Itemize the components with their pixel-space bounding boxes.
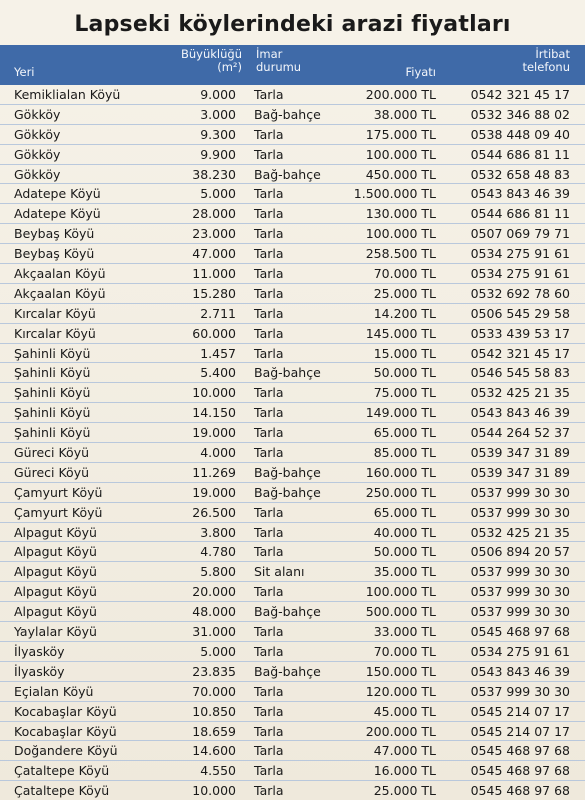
cell-imar: Bağ-bahçe <box>254 484 321 500</box>
cell-imar: Tarla <box>254 206 284 222</box>
table-row <box>0 622 585 642</box>
table-header <box>0 45 585 85</box>
cell-buyukluk: 2.711 <box>200 305 236 321</box>
cell-fiyat: 1.500.000 TL <box>353 186 436 202</box>
table-row <box>0 483 585 503</box>
cell-imar: Tarla <box>254 783 284 799</box>
table-row <box>0 682 585 702</box>
cell-telefon: 0537 999 30 30 <box>470 584 570 600</box>
cell-yeri: Kırcalar Köyü <box>14 325 96 341</box>
cell-yeri: Alpagut Köyü <box>14 524 97 540</box>
table-row <box>0 503 585 523</box>
cell-fiyat: 16.000 TL <box>373 763 436 779</box>
cell-telefon: 0532 692 78 60 <box>470 285 570 301</box>
cell-fiyat: 50.000 TL <box>373 544 436 560</box>
cell-yeri: İlyasköy <box>14 663 65 679</box>
cell-telefon: 0537 999 30 30 <box>470 683 570 699</box>
cell-buyukluk: 15.280 <box>192 285 236 301</box>
table-row <box>0 443 585 463</box>
table-row <box>0 403 585 423</box>
cell-buyukluk: 4.000 <box>200 445 236 461</box>
cell-yeri: Gökköy <box>14 106 61 122</box>
cell-fiyat: 65.000 TL <box>373 504 436 520</box>
cell-imar: Tarla <box>254 285 284 301</box>
cell-telefon: 0539 347 31 89 <box>470 464 570 480</box>
cell-yeri: Akçaalan Köyü <box>14 285 106 301</box>
cell-fiyat: 145.000 TL <box>365 325 436 341</box>
cell-imar: Tarla <box>254 763 284 779</box>
header-fiyat: Fiyatı <box>405 65 436 79</box>
cell-fiyat: 38.000 TL <box>373 106 436 122</box>
table-row <box>0 145 585 165</box>
table-row <box>0 125 585 145</box>
table-row <box>0 602 585 622</box>
cell-fiyat: 50.000 TL <box>373 365 436 381</box>
cell-yeri: Adatepe Köyü <box>14 186 101 202</box>
cell-yeri: Güreci Köyü <box>14 464 90 480</box>
cell-yeri: Akçaalan Köyü <box>14 266 106 282</box>
table-row <box>0 781 585 800</box>
table-row <box>0 224 585 244</box>
cell-imar: Bağ-bahçe <box>254 663 321 679</box>
cell-telefon: 0506 894 20 57 <box>470 544 570 560</box>
cell-imar: Tarla <box>254 584 284 600</box>
cell-yeri: Alpagut Köyü <box>14 544 97 560</box>
cell-imar: Tarla <box>254 246 284 262</box>
table-row <box>0 383 585 403</box>
table-row <box>0 204 585 224</box>
cell-yeri: İlyasköy <box>14 643 65 659</box>
cell-imar: Tarla <box>254 126 284 142</box>
cell-telefon: 0532 346 88 02 <box>470 106 570 122</box>
cell-buyukluk: 26.500 <box>192 504 236 520</box>
table-row <box>0 582 585 602</box>
cell-imar: Tarla <box>254 266 284 282</box>
cell-buyukluk: 14.150 <box>192 405 236 421</box>
cell-telefon: 0532 425 21 35 <box>470 385 570 401</box>
cell-buyukluk: 19.000 <box>192 425 236 441</box>
cell-fiyat: 150.000 TL <box>365 663 436 679</box>
cell-imar: Tarla <box>254 146 284 162</box>
cell-imar: Tarla <box>254 186 284 202</box>
cell-imar: Tarla <box>254 703 284 719</box>
cell-fiyat: 45.000 TL <box>373 703 436 719</box>
table-row <box>0 562 585 582</box>
cell-telefon: 0537 999 30 30 <box>470 604 570 620</box>
cell-buyukluk: 11.269 <box>192 464 236 480</box>
cell-buyukluk: 60.000 <box>192 325 236 341</box>
cell-buyukluk: 3.800 <box>200 524 236 540</box>
cell-telefon: 0533 439 53 17 <box>470 325 570 341</box>
cell-telefon: 0544 686 81 11 <box>470 206 570 222</box>
cell-yeri: Çataltepe Köyü <box>14 763 110 779</box>
cell-buyukluk: 10.000 <box>192 385 236 401</box>
cell-telefon: 0534 275 91 61 <box>470 643 570 659</box>
cell-imar: Bağ-bahçe <box>254 166 321 182</box>
table-row <box>0 463 585 483</box>
cell-telefon: 0534 275 91 61 <box>470 246 570 262</box>
cell-telefon: 0545 468 97 68 <box>470 743 570 759</box>
cell-telefon: 0543 843 46 39 <box>470 186 570 202</box>
table-row <box>0 344 585 364</box>
cell-buyukluk: 10.850 <box>192 703 236 719</box>
cell-yeri: Şahinli Köyü <box>14 365 91 381</box>
page-title: Lapseki köylerindeki arazi fiyatları <box>74 12 511 37</box>
cell-yeri: Çamyurt Köyü <box>14 504 103 520</box>
cell-fiyat: 258.500 TL <box>365 246 436 262</box>
cell-buyukluk: 5.000 <box>200 186 236 202</box>
table-row <box>0 284 585 304</box>
cell-imar: Tarla <box>254 723 284 739</box>
cell-buyukluk: 14.600 <box>192 743 236 759</box>
cell-imar: Tarla <box>254 305 284 321</box>
cell-fiyat: 160.000 TL <box>365 464 436 480</box>
cell-fiyat: 200.000 TL <box>365 723 436 739</box>
cell-fiyat: 149.000 TL <box>365 405 436 421</box>
table-row <box>0 662 585 682</box>
cell-buyukluk: 9.300 <box>200 126 236 142</box>
cell-buyukluk: 5.800 <box>200 564 236 580</box>
cell-fiyat: 450.000 TL <box>365 166 436 182</box>
cell-telefon: 0537 999 30 30 <box>470 564 570 580</box>
cell-yeri: Şahinli Köyü <box>14 405 91 421</box>
cell-yeri: Gökköy <box>14 126 61 142</box>
cell-fiyat: 47.000 TL <box>373 743 436 759</box>
cell-imar: Tarla <box>254 87 284 102</box>
cell-imar: Tarla <box>254 683 284 699</box>
cell-telefon: 0507 069 79 71 <box>470 226 570 242</box>
table-row <box>0 165 585 185</box>
table-row <box>0 264 585 284</box>
cell-fiyat: 65.000 TL <box>373 425 436 441</box>
cell-telefon: 0534 275 91 61 <box>470 266 570 282</box>
cell-fiyat: 250.000 TL <box>365 484 436 500</box>
cell-telefon: 0544 264 52 37 <box>470 425 570 441</box>
cell-fiyat: 70.000 TL <box>373 266 436 282</box>
cell-buyukluk: 31.000 <box>192 624 236 640</box>
cell-fiyat: 70.000 TL <box>373 643 436 659</box>
table-row <box>0 722 585 742</box>
cell-imar: Tarla <box>254 325 284 341</box>
header-imar-line2: durumu <box>256 60 302 74</box>
cell-imar: Tarla <box>254 445 284 461</box>
cell-yeri: Gökköy <box>14 146 61 162</box>
cell-fiyat: 40.000 TL <box>373 524 436 540</box>
cell-buyukluk: 23.835 <box>192 663 236 679</box>
cell-yeri: Şahinli Köyü <box>14 345 91 361</box>
header-irtibat-line2: telefonu <box>522 60 570 74</box>
cell-yeri: Çamyurt Köyü <box>14 484 103 500</box>
cell-imar: Tarla <box>254 345 284 361</box>
header-buyukluk <box>160 48 242 74</box>
cell-telefon: 0543 843 46 39 <box>470 663 570 679</box>
cell-imar: Bağ-bahçe <box>254 604 321 620</box>
table-row <box>0 184 585 204</box>
table-row <box>0 324 585 344</box>
cell-imar: Bağ-bahçe <box>254 106 321 122</box>
cell-telefon: 0506 545 29 58 <box>470 305 570 321</box>
cell-buyukluk: 5.400 <box>200 365 236 381</box>
cell-imar: Tarla <box>254 226 284 242</box>
cell-buyukluk: 19.000 <box>192 484 236 500</box>
cell-yeri: Şahinli Köyü <box>14 425 91 441</box>
cell-yeri: Adatepe Köyü <box>14 206 101 222</box>
cell-yeri: Yaylalar Köyü <box>14 624 97 640</box>
cell-imar: Tarla <box>254 385 284 401</box>
cell-telefon: 0538 448 09 40 <box>470 126 570 142</box>
cell-yeri: Kocabaşlar Köyü <box>14 703 117 719</box>
cell-telefon: 0545 214 07 17 <box>470 723 570 739</box>
cell-fiyat: 200.000 TL <box>365 87 436 102</box>
cell-buyukluk: 70.000 <box>192 683 236 699</box>
cell-imar: Tarla <box>254 544 284 560</box>
cell-telefon: 0545 214 07 17 <box>470 703 570 719</box>
cell-fiyat: 33.000 TL <box>373 624 436 640</box>
cell-imar: Tarla <box>254 524 284 540</box>
cell-yeri: Doğandere Köyü <box>14 743 118 759</box>
header-imar-line1: İmar <box>256 47 283 61</box>
cell-yeri: Alpagut Köyü <box>14 604 97 620</box>
table-row <box>0 642 585 662</box>
cell-fiyat: 15.000 TL <box>373 345 436 361</box>
table-body <box>0 85 585 800</box>
cell-telefon: 0532 658 48 83 <box>470 166 570 182</box>
cell-imar: Tarla <box>254 624 284 640</box>
cell-telefon: 0544 686 81 11 <box>470 146 570 162</box>
cell-buyukluk: 4.550 <box>200 763 236 779</box>
table-row <box>0 85 585 105</box>
cell-imar: Bağ-bahçe <box>254 464 321 480</box>
cell-imar: Tarla <box>254 504 284 520</box>
cell-fiyat: 35.000 TL <box>373 564 436 580</box>
cell-yeri: Çataltepe Köyü <box>14 783 110 799</box>
cell-yeri: Beybaş Köyü <box>14 246 95 262</box>
cell-buyukluk: 23.000 <box>192 226 236 242</box>
header-irtibat-line1: İrtibat <box>535 47 570 61</box>
cell-fiyat: 175.000 TL <box>365 126 436 142</box>
cell-fiyat: 100.000 TL <box>365 584 436 600</box>
cell-telefon: 0545 468 97 68 <box>470 624 570 640</box>
table-row <box>0 244 585 264</box>
table-row <box>0 542 585 562</box>
table-row <box>0 523 585 543</box>
table-row <box>0 423 585 443</box>
cell-telefon: 0537 999 30 30 <box>470 504 570 520</box>
cell-telefon: 0545 468 97 68 <box>470 783 570 799</box>
cell-imar: Tarla <box>254 743 284 759</box>
cell-yeri: Güreci Köyü <box>14 445 90 461</box>
cell-buyukluk: 9.900 <box>200 146 236 162</box>
cell-imar: Bağ-bahçe <box>254 365 321 381</box>
cell-fiyat: 130.000 TL <box>365 206 436 222</box>
cell-yeri: Eçialan Köyü <box>14 683 94 699</box>
cell-buyukluk: 11.000 <box>192 266 236 282</box>
cell-telefon: 0532 425 21 35 <box>470 524 570 540</box>
cell-buyukluk: 4.780 <box>200 544 236 560</box>
header-buyukluk-line1: Büyüklüğü <box>180 47 242 61</box>
cell-yeri: Alpagut Köyü <box>14 584 97 600</box>
table-row <box>0 761 585 781</box>
cell-telefon: 0545 468 97 68 <box>470 763 570 779</box>
header-imar <box>256 48 301 74</box>
table-row <box>0 304 585 324</box>
cell-fiyat: 120.000 TL <box>365 683 436 699</box>
cell-telefon: 0537 999 30 30 <box>470 484 570 500</box>
cell-buyukluk: 10.000 <box>192 783 236 799</box>
cell-yeri: Alpagut Köyü <box>14 564 97 580</box>
cell-telefon: 0543 843 46 39 <box>470 405 570 421</box>
cell-telefon: 0546 545 58 83 <box>470 365 570 381</box>
cell-buyukluk: 9.000 <box>200 87 236 102</box>
cell-telefon: 0542 321 45 17 <box>470 87 570 102</box>
table-row <box>0 741 585 761</box>
cell-buyukluk: 28.000 <box>192 206 236 222</box>
cell-yeri: Kırcalar Köyü <box>14 305 96 321</box>
cell-telefon: 0542 321 45 17 <box>470 345 570 361</box>
cell-yeri: Kemiklialan Köyü <box>14 87 121 102</box>
cell-fiyat: 85.000 TL <box>373 445 436 461</box>
cell-fiyat: 14.200 TL <box>373 305 436 321</box>
cell-telefon: 0539 347 31 89 <box>470 445 570 461</box>
cell-imar: Tarla <box>254 425 284 441</box>
cell-buyukluk: 48.000 <box>192 604 236 620</box>
cell-fiyat: 75.000 TL <box>373 385 436 401</box>
cell-buyukluk: 20.000 <box>192 584 236 600</box>
cell-buyukluk: 1.457 <box>200 345 236 361</box>
cell-fiyat: 25.000 TL <box>373 783 436 799</box>
table-row <box>0 105 585 125</box>
cell-yeri: Beybaş Köyü <box>14 226 95 242</box>
header-irtibat <box>462 48 570 74</box>
header-yeri: Yeri <box>14 65 35 79</box>
cell-imar: Sit alanı <box>254 564 305 580</box>
cell-buyukluk: 5.000 <box>200 643 236 659</box>
cell-buyukluk: 38.230 <box>192 166 236 182</box>
header-buyukluk-line2: (m²) <box>217 60 242 74</box>
cell-imar: Tarla <box>254 643 284 659</box>
cell-buyukluk: 47.000 <box>192 246 236 262</box>
table-row <box>0 702 585 722</box>
cell-yeri: Şahinli Köyü <box>14 385 91 401</box>
cell-yeri: Gökköy <box>14 166 61 182</box>
cell-buyukluk: 3.000 <box>200 106 236 122</box>
cell-yeri: Kocabaşlar Köyü <box>14 723 117 739</box>
cell-fiyat: 100.000 TL <box>365 146 436 162</box>
cell-buyukluk: 18.659 <box>192 723 236 739</box>
table-row <box>0 363 585 383</box>
cell-fiyat: 25.000 TL <box>373 285 436 301</box>
cell-fiyat: 500.000 TL <box>365 604 436 620</box>
cell-fiyat: 100.000 TL <box>365 226 436 242</box>
cell-imar: Tarla <box>254 405 284 421</box>
